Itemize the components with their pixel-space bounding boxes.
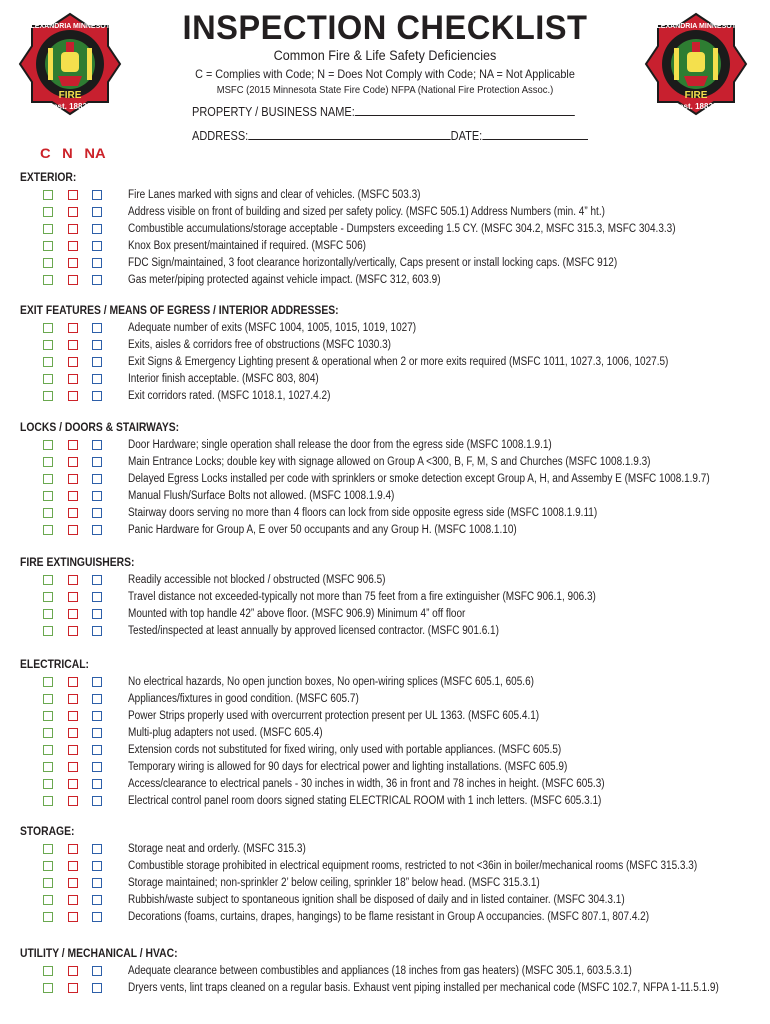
checkbox-n[interactable] — [68, 491, 78, 501]
compliance-legend: C = Complies with Code; N = Does Not Comply with Code; NA = Not Applicable — [195, 67, 575, 81]
checkbox-n[interactable] — [68, 323, 78, 333]
checkbox-n[interactable] — [68, 190, 78, 200]
checklist-row — [0, 505, 770, 522]
checkbox-c[interactable] — [43, 762, 53, 772]
checkbox-n[interactable] — [68, 878, 78, 888]
checkbox-na[interactable] — [92, 207, 102, 217]
checkbox-na[interactable] — [92, 224, 102, 234]
checklist-row — [0, 909, 770, 926]
checklist-row — [0, 963, 770, 980]
checkbox-n[interactable] — [68, 508, 78, 518]
checkbox-na[interactable] — [92, 609, 102, 619]
section-title: FIRE EXTINGUISHERS: — [20, 557, 135, 569]
checkbox-c[interactable] — [43, 275, 53, 285]
checkbox-c[interactable] — [43, 677, 53, 687]
checkbox-n[interactable] — [68, 677, 78, 687]
checkbox-c[interactable] — [43, 224, 53, 234]
checklist-row — [0, 572, 770, 589]
checkbox-n[interactable] — [68, 844, 78, 854]
checkbox-n[interactable] — [68, 966, 78, 976]
checklist-item-text: Multi-plug adapters not used. (MSFC 605.4) — [128, 727, 323, 739]
checklist-item-text: Storage neat and orderly. (MSFC 315.3) — [128, 843, 306, 855]
checkbox-n[interactable] — [68, 357, 78, 367]
checklist-item-text: Interior finish acceptable. (MSFC 803, 804) — [128, 373, 319, 385]
checklist-row — [0, 471, 770, 488]
checkbox-na[interactable] — [92, 626, 102, 636]
checklist-item-text: Panic Hardware for Group A, E over 50 occupants and any Group H. (MSFC 1008.1.10) — [128, 524, 517, 536]
checkbox-n[interactable] — [68, 861, 78, 871]
checklist-row — [0, 623, 770, 640]
svg-text:ALEXANDRIA MINNESOTA: ALEXANDRIA MINNESOTA — [25, 23, 115, 30]
checkbox-na[interactable] — [92, 592, 102, 602]
checklist-row — [0, 221, 770, 238]
checkbox-na[interactable] — [92, 779, 102, 789]
checkbox-c[interactable] — [43, 626, 53, 636]
checkbox-n[interactable] — [68, 912, 78, 922]
section-title: LOCKS / DOORS & STAIRWAYS: — [20, 422, 180, 434]
checklist-item-text: Delayed Egress Locks installed per code with sprinklers or smoke detection except Group A, H, and Assemby E (MSFC 1008.1.9.7) — [128, 473, 710, 485]
checkbox-n[interactable] — [68, 474, 78, 484]
section-title: UTILITY / MECHANICAL / HVAC: — [20, 948, 178, 960]
checkbox-c[interactable] — [43, 190, 53, 200]
checkbox-na[interactable] — [92, 525, 102, 535]
checkbox-n[interactable] — [68, 728, 78, 738]
column-headers — [40, 145, 117, 161]
checklist-row — [0, 606, 770, 623]
page-title: INSPECTION CHECKLIST — [182, 9, 588, 47]
checkbox-c[interactable] — [43, 241, 53, 251]
checkbox-c[interactable] — [43, 844, 53, 854]
checklist-item-text: Stairway doors serving no more than 4 floors can lock from side opposite egress side (MSFC 1008.1.9.11) — [128, 507, 598, 519]
checkbox-c[interactable] — [43, 966, 53, 976]
checklist-item-text: Main Entrance Locks; double key with signage allowed on Group A <300, B, F, M, S and Churches (MSFC 1008.1.9.3) — [128, 456, 651, 468]
checkbox-c[interactable] — [43, 592, 53, 602]
checklist-item-text: Door Hardware; single operation shall release the door from the egress side (MSFC 1008.1.9.1) — [128, 439, 552, 451]
checkbox-na[interactable] — [92, 241, 102, 251]
maltese-cross-icon — [644, 12, 748, 116]
checkbox-na[interactable] — [92, 440, 102, 450]
address-blank[interactable] — [248, 127, 450, 140]
code-references: MSFC (2015 Minnesota State Fire Code) NFPA (National Fire Protection Assoc.) — [216, 84, 554, 96]
checkbox-na[interactable] — [92, 323, 102, 333]
checkbox-c[interactable] — [43, 575, 53, 585]
checklist-item-text: Decorations (foams, curtains, drapes, hangings) to be flame resistant in Group A occupancies. (MSFC 807.1, 807.4.2) — [128, 911, 650, 923]
checklist-row — [0, 454, 770, 471]
column-header-c: C — [40, 145, 51, 161]
checkbox-n[interactable] — [68, 745, 78, 755]
checkbox-na[interactable] — [92, 796, 102, 806]
checklist-item-text: FDC Sign/maintained, 3 foot clearance horizontally/vertically, Caps present or install locking caps. (MSFC 912) — [128, 257, 618, 269]
checkbox-c[interactable] — [43, 374, 53, 384]
checkbox-na[interactable] — [92, 912, 102, 922]
page-subtitle: Common Fire & Life Safety Deficiencies — [273, 47, 497, 63]
checklist-item-text: Access/clearance to electrical panels - 30 inches in width, 36 in front and 78 inches in height. (MSFC 605.3) — [128, 778, 605, 790]
checklist-row — [0, 776, 770, 793]
checkbox-na[interactable] — [92, 340, 102, 350]
checkbox-n[interactable] — [68, 609, 78, 619]
checklist-item-text: Manual Flush/Surface Bolts not allowed. (MSFC 1008.1.9.4) — [128, 490, 395, 502]
column-header-n: N — [62, 145, 73, 161]
checkbox-na[interactable] — [92, 983, 102, 993]
checkbox-na[interactable] — [92, 190, 102, 200]
checklist-row — [0, 255, 770, 272]
checkbox-na[interactable] — [92, 895, 102, 905]
checkbox-n[interactable] — [68, 796, 78, 806]
checkbox-na[interactable] — [92, 357, 102, 367]
checkbox-c[interactable] — [43, 745, 53, 755]
checkbox-c[interactable] — [43, 440, 53, 450]
property-name-blank[interactable] — [355, 103, 575, 116]
checkbox-n[interactable] — [68, 983, 78, 993]
checklist-item-text: Combustible accumulations/storage acceptable - Dumpsters exceeding 1.5 CY. (MSFC 304.2, MSFC 315.3, MSFC 304.3.3) — [128, 223, 676, 235]
checklist-item-text: Mounted with top handle 42” above floor. (MSFC 906.9) Minimum 4” off floor — [128, 608, 466, 620]
checkbox-c[interactable] — [43, 912, 53, 922]
checklist-row — [0, 708, 770, 725]
checklist-row — [0, 371, 770, 388]
checkbox-c[interactable] — [43, 491, 53, 501]
checkbox-n[interactable] — [68, 575, 78, 585]
checkbox-c[interactable] — [43, 694, 53, 704]
checkbox-na[interactable] — [92, 966, 102, 976]
checklist-row — [0, 320, 770, 337]
checklist-item-text: Storage maintained; non-sprinkler 2’ below ceiling, sprinkler 18” below head. (MSFC 315.3.1) — [128, 877, 540, 889]
checklist-row — [0, 858, 770, 875]
checklist-row — [0, 388, 770, 405]
maltese-cross-icon — [18, 12, 122, 116]
checkbox-c[interactable] — [43, 895, 53, 905]
checklist-row — [0, 437, 770, 454]
checkbox-n[interactable] — [68, 275, 78, 285]
checklist-row — [0, 759, 770, 776]
checkbox-na[interactable] — [92, 474, 102, 484]
checklist-item-text: Dryers vents, lint traps cleaned on a regular basis. Exhaust vent piping installed per mechanical code (MSFC 102.7, NFPA 1-11.5.1.9) — [128, 982, 719, 994]
checklist-item-text: Combustible storage prohibited in electrical equipment rooms, restricted to not <36in in boiler/mechanical rooms (MSFC 315.3.3) — [128, 860, 698, 872]
checkbox-c[interactable] — [43, 508, 53, 518]
checklist-row — [0, 488, 770, 505]
checklist-row — [0, 841, 770, 858]
checkbox-na[interactable] — [92, 861, 102, 871]
checklist-item-text: Adequate number of exits (MSFC 1004, 1005, 1015, 1019, 1027) — [128, 322, 417, 334]
date-label: DATE: — [450, 129, 483, 143]
checkbox-n[interactable] — [68, 779, 78, 789]
checklist-row — [0, 725, 770, 742]
column-header-na: NA — [84, 145, 106, 161]
checkbox-c[interactable] — [43, 207, 53, 217]
section-title: EXIT FEATURES / MEANS OF EGRESS / INTERIOR ADDRESSES: — [20, 305, 339, 317]
checklist-row — [0, 875, 770, 892]
checkbox-na[interactable] — [92, 878, 102, 888]
fire-department-logo-left — [18, 12, 122, 116]
checkbox-c[interactable] — [43, 878, 53, 888]
checklist-row — [0, 980, 770, 997]
checkbox-na[interactable] — [92, 844, 102, 854]
checkbox-na[interactable] — [92, 258, 102, 268]
fire-department-logo-right — [644, 12, 748, 116]
checkbox-c[interactable] — [43, 391, 53, 401]
checkbox-n[interactable] — [68, 525, 78, 535]
checkbox-c[interactable] — [43, 711, 53, 721]
checklist-row — [0, 238, 770, 255]
svg-text:FIRE: FIRE — [58, 90, 82, 101]
checklist-row — [0, 892, 770, 909]
property-name-label: PROPERTY / BUSINESS NAME: — [192, 105, 355, 119]
checklist-row — [0, 272, 770, 289]
checklist-item-text: Temporary wiring is allowed for 90 days for electrical power and lighting installations. (MSFC 605.9) — [128, 761, 568, 773]
checkbox-n[interactable] — [68, 626, 78, 636]
checklist-item-text: Extension cords not substituted for fixed wiring, only used with portable appliances. (MSFC 605.5) — [128, 744, 562, 756]
checklist-row — [0, 187, 770, 204]
date-blank[interactable] — [482, 127, 588, 140]
checklist-item-text: No electrical hazards, No open junction boxes, No open-wiring splices (MSFC 605.1, 605.6) — [128, 676, 534, 688]
checkbox-c[interactable] — [43, 323, 53, 333]
checkbox-n[interactable] — [68, 711, 78, 721]
checklist-item-text: Address visible on front of building and sized per safety policy. (MSFC 505.1) Address Numbers (min. 4” ht.) — [128, 206, 605, 218]
checkbox-n[interactable] — [68, 440, 78, 450]
checklist-row — [0, 337, 770, 354]
checkbox-c[interactable] — [43, 779, 53, 789]
checklist-row — [0, 742, 770, 759]
checkbox-na[interactable] — [92, 575, 102, 585]
checkbox-n[interactable] — [68, 340, 78, 350]
checkbox-c[interactable] — [43, 340, 53, 350]
checkbox-n[interactable] — [68, 374, 78, 384]
checklist-item-text: Rubbish/waste subject to spontaneous ignition shall be disposed of daily and in listed container. (MSFC 304.3.1) — [128, 894, 625, 906]
checkbox-na[interactable] — [92, 711, 102, 721]
checklist-row — [0, 522, 770, 539]
section-title: STORAGE: — [20, 826, 75, 838]
checkbox-na[interactable] — [92, 762, 102, 772]
checkbox-n[interactable] — [68, 895, 78, 905]
svg-text:est. 1883: est. 1883 — [53, 102, 87, 111]
address-date-field[interactable] — [192, 127, 588, 143]
checklist-item-text: Fire Lanes marked with signs and clear of vehicles. (MSFC 503.3) — [128, 189, 421, 201]
checkbox-na[interactable] — [92, 275, 102, 285]
checklist-item-text: Knox Box present/maintained if required. (MSFC 506) — [128, 240, 367, 252]
checklist-item-text: Exit Signs & Emergency Lighting present & operational when 2 or more exits required (MSFC 1011, 1027.3, 1006, 1027.5) — [128, 356, 669, 368]
checkbox-na[interactable] — [92, 745, 102, 755]
checklist-item-text: Gas meter/piping protected against vehicle impact. (MSFC 312, 603.9) — [128, 274, 441, 286]
checklist-row — [0, 204, 770, 221]
checkbox-n[interactable] — [68, 762, 78, 772]
checkbox-c[interactable] — [43, 983, 53, 993]
checkbox-na[interactable] — [92, 391, 102, 401]
checkbox-c[interactable] — [43, 357, 53, 367]
section-title: EXTERIOR: — [20, 172, 77, 184]
checkbox-n[interactable] — [68, 457, 78, 467]
checkbox-n[interactable] — [68, 241, 78, 251]
checklist-item-text: Readily accessible not blocked / obstructed (MSFC 906.5) — [128, 574, 386, 586]
checkbox-c[interactable] — [43, 457, 53, 467]
checkbox-na[interactable] — [92, 694, 102, 704]
checklist-row — [0, 589, 770, 606]
checklist-item-text: Appliances/fixtures in good condition. (MSFC 605.7) — [128, 693, 359, 705]
checkbox-c[interactable] — [43, 796, 53, 806]
checklist-item-text: Exits, aisles & corridors free of obstructions (MSFC 1030.3) — [128, 339, 392, 351]
property-name-field[interactable] — [192, 103, 575, 119]
checkbox-c[interactable] — [43, 728, 53, 738]
address-label: ADDRESS: — [192, 129, 249, 143]
checkbox-n[interactable] — [68, 592, 78, 602]
checklist-row — [0, 674, 770, 691]
svg-text:ALEXANDRIA MINNESOTA: ALEXANDRIA MINNESOTA — [651, 23, 741, 30]
checkbox-c[interactable] — [43, 258, 53, 268]
checkbox-n[interactable] — [68, 258, 78, 268]
checkbox-n[interactable] — [68, 207, 78, 217]
checklist-item-text: Adequate clearance between combustibles and appliances (18 inches from gas heaters) (MSFC 305.1, 603.5.3.1) — [128, 965, 632, 977]
checklist-item-text: Exit corridors rated. (MSFC 1018.1, 1027.4.2) — [128, 390, 331, 402]
checkbox-na[interactable] — [92, 728, 102, 738]
checkbox-na[interactable] — [92, 508, 102, 518]
checklist-item-text: Travel distance not exceeded-typically not more than 75 feet from a fire extinguisher (MSFC 906.1, 906.3) — [128, 591, 596, 603]
checkbox-c[interactable] — [43, 474, 53, 484]
checkbox-na[interactable] — [92, 491, 102, 501]
checkbox-na[interactable] — [92, 374, 102, 384]
checkbox-c[interactable] — [43, 609, 53, 619]
checkbox-n[interactable] — [68, 391, 78, 401]
checkbox-na[interactable] — [92, 457, 102, 467]
checklist-row — [0, 354, 770, 371]
checklist-row — [0, 793, 770, 810]
checklist-row — [0, 691, 770, 708]
svg-text:est. 1883: est. 1883 — [679, 102, 713, 111]
svg-text:FIRE: FIRE — [684, 90, 708, 101]
checklist-item-text: Electrical control panel room doors signed stating ELECTRICAL ROOM with 1 inch letters. (MSFC 605.3.1) — [128, 795, 602, 807]
checkbox-c[interactable] — [43, 861, 53, 871]
section-title: ELECTRICAL: — [20, 659, 90, 671]
checklist-item-text: Tested/inspected at least annually by approved licensed contractor. (MSFC 901.6.1) — [128, 625, 499, 637]
checkbox-n[interactable] — [68, 224, 78, 234]
checkbox-c[interactable] — [43, 525, 53, 535]
checkbox-na[interactable] — [92, 677, 102, 687]
checklist-item-text: Power Strips properly used with overcurrent protection present per UL 1363. (MSFC 605.4.1) — [128, 710, 540, 722]
checkbox-n[interactable] — [68, 694, 78, 704]
